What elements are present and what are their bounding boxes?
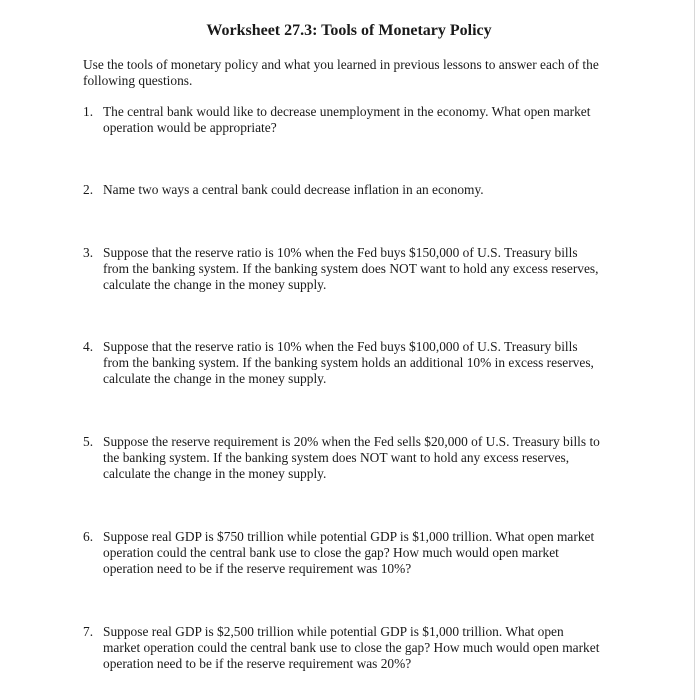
question-text — [103, 339, 618, 387]
question-number: 6. — [83, 529, 94, 544]
question-6 — [83, 529, 618, 577]
instructions-line: following questions. — [83, 73, 193, 88]
question-3 — [83, 245, 618, 293]
question-line: calculate the change in the money supply. — [103, 466, 327, 481]
instructions-line: Use the tools of monetary policy and what you learned in previous lessons to answer each of the — [83, 57, 599, 72]
question-line: Suppose real GDP is $750 trillion while potential GDP is $1,000 trillion. What open market — [103, 529, 595, 544]
question-text — [103, 182, 618, 198]
question-line: operation would be appropriate? — [103, 120, 277, 135]
question-number: 1. — [83, 104, 94, 119]
instructions — [83, 57, 618, 89]
question-text — [103, 624, 618, 672]
question-number: 5. — [83, 434, 94, 449]
question-line: calculate the change in the money supply. — [103, 371, 327, 386]
question-line: operation need to be if the reserve requirement was 20%? — [103, 656, 412, 671]
question-line: operation need to be if the reserve requirement was 10%? — [103, 561, 412, 576]
question-line: market operation could the central bank use to close the gap? How much would open market — [103, 640, 600, 655]
question-line: from the banking system. If the banking system does NOT want to hold any excess reserves, — [103, 261, 599, 276]
question-line: Suppose that the reserve ratio is 10% when the Fed buys $100,000 of U.S. Treasury bills — [103, 339, 578, 354]
question-line: calculate the change in the money supply. — [103, 277, 327, 292]
question-number: 4. — [83, 339, 94, 354]
question-number: 3. — [83, 245, 94, 260]
page-edge-divider — [694, 0, 695, 700]
question-line: The central bank would like to decrease unemployment in the economy. What open market — [103, 104, 591, 119]
question-text — [103, 434, 618, 482]
question-line: Suppose the reserve requirement is 20% when the Fed sells $20,000 of U.S. Treasury bills to — [103, 434, 600, 449]
question-line: from the banking system. If the banking system holds an additional 10% in excess reserves, — [103, 355, 594, 370]
question-4 — [83, 339, 618, 387]
question-text — [103, 529, 618, 577]
page-title: Worksheet 27.3: Tools of Monetary Policy — [206, 22, 492, 39]
question-line: Suppose that the reserve ratio is 10% when the Fed buys $150,000 of U.S. Treasury bills — [103, 245, 578, 260]
question-2 — [83, 182, 618, 198]
question-line: operation could the central bank use to close the gap? How much would open market — [103, 545, 559, 560]
question-number: 7. — [83, 624, 94, 639]
question-5 — [83, 434, 618, 482]
question-number: 2. — [83, 182, 94, 197]
question-line: Name two ways a central bank could decrease inflation in an economy. — [103, 182, 484, 197]
question-7 — [83, 624, 618, 672]
question-text — [103, 104, 618, 136]
question-line: the banking system. If the banking system does NOT want to hold any excess reserves, — [103, 450, 570, 465]
question-1 — [83, 104, 618, 136]
question-line: Suppose real GDP is $2,500 trillion while potential GDP is $1,000 trillion. What open — [103, 624, 564, 639]
question-text — [103, 245, 618, 293]
